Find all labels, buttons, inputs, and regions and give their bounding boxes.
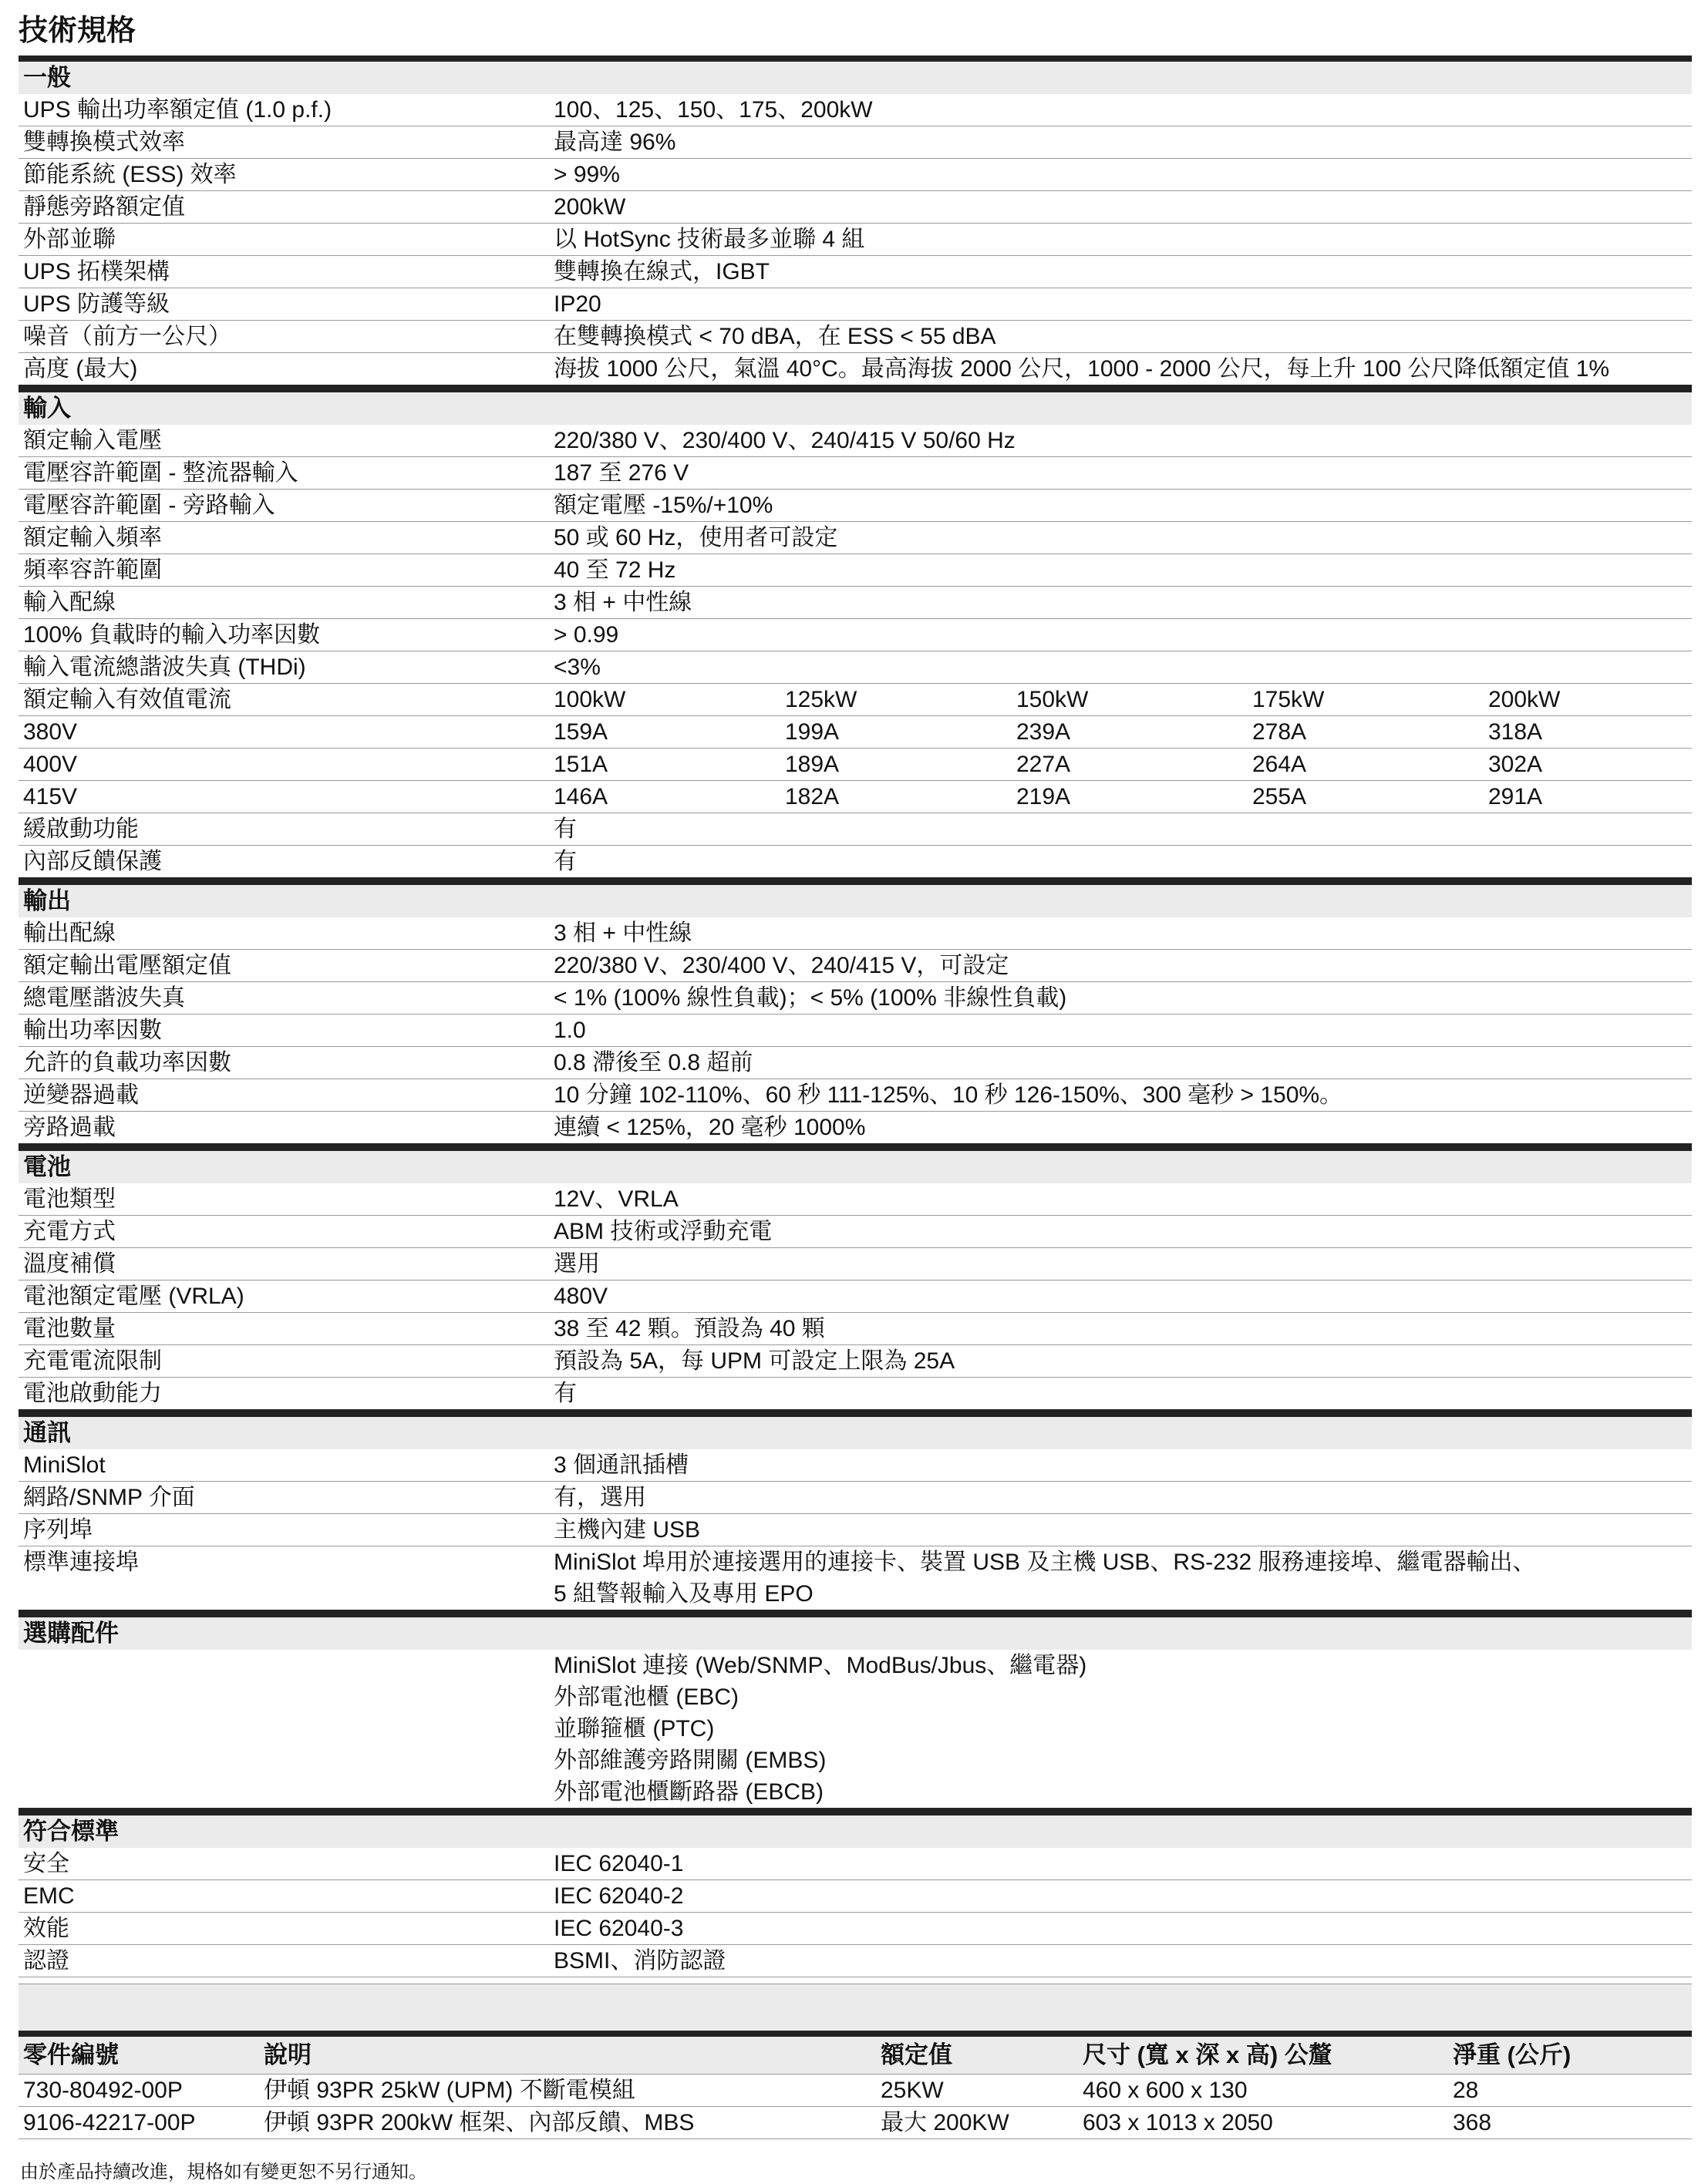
spec-label: 靜態旁路額定值 [23, 194, 185, 220]
spec-row [19, 1514, 1692, 1546]
spec-label: 充電方式 [23, 1219, 116, 1244]
spec-value: 主機內建 USB [554, 1517, 701, 1543]
spec-value: IEC 62040-1 [554, 1851, 684, 1876]
spec-value: 187 至 276 V [554, 460, 689, 486]
spec-label: 內部反饋保護 [23, 849, 162, 874]
current-cell: 278A [1252, 719, 1307, 745]
parts-cell: 伊頓 93PR 25kW (UPM) 不斷電模組 [264, 2078, 635, 2103]
spec-value: 480V [554, 1284, 608, 1309]
parts-header-cell: 額定值 [881, 2041, 952, 2068]
spec-value: 額定電壓 -15%/+10% [554, 493, 773, 518]
current-cell: 200kW [1488, 687, 1561, 712]
spec-value: ABM 技術或浮動充電 [554, 1219, 773, 1244]
current-cell: 199A [785, 719, 840, 745]
spec-label: 100% 負載時的輸入功率因數 [23, 622, 321, 648]
spec-label: 高度 (最大) [23, 356, 138, 382]
spec-value: 海拔 1000 公尺，氣溫 40°C。最高海拔 2000 公尺，1000 - 2000 公尺，每上升 100 公尺降低額定值 1% [554, 356, 1610, 382]
spec-row [19, 288, 1692, 321]
section-output [19, 879, 1692, 1145]
option-item: 外部維護旁路開關 (EMBS) [554, 1748, 827, 1773]
parts-header-cell: 淨重 (公斤) [1453, 2041, 1572, 2068]
spec-label: 序列埠 [23, 1517, 93, 1543]
spec-value: IEC 62040-2 [554, 1883, 684, 1909]
spec-label: 電池額定電壓 (VRLA) [23, 1284, 244, 1309]
spec-row [19, 522, 1692, 554]
spec-row [19, 917, 1692, 950]
spec-row [19, 1378, 1692, 1411]
spec-value: 最高達 96% [554, 130, 676, 155]
option-item: 並聯箍櫃 (PTC) [554, 1716, 715, 1741]
spec-label: 頻率容許範圍 [23, 557, 162, 583]
spec-value: IEC 62040-3 [554, 1916, 684, 1941]
current-row [19, 684, 1692, 716]
spec-label: 節能系統 (ESS) 效率 [23, 162, 237, 187]
section-header: 通訊 [19, 1411, 1692, 1449]
spec-value: BSMI、消防認證 [554, 1948, 726, 1974]
spec-value: 3 相 + 中性線 [554, 590, 692, 615]
spec-label: UPS 輸出功率額定值 (1.0 p.f.) [23, 97, 332, 123]
spec-row [19, 191, 1692, 224]
spec-row [19, 1313, 1692, 1345]
parts-cell: 最大 200KW [881, 2110, 1009, 2135]
current-cell: 255A [1252, 784, 1307, 809]
current-cell: 182A [785, 784, 840, 809]
section-input [19, 386, 1692, 879]
spec-row [19, 1280, 1692, 1313]
spec-row [19, 256, 1692, 288]
spec-label: UPS 防護等級 [23, 291, 170, 317]
spec-value: 以 HotSync 技術最多並聯 4 組 [554, 227, 865, 252]
spec-value: 12V、VRLA [554, 1186, 679, 1212]
current-cell: 219A [1016, 784, 1071, 809]
spec-label: 溫度補償 [23, 1251, 116, 1277]
parts-cell: 368 [1453, 2110, 1492, 2135]
spec-page [19, 0, 1692, 2183]
spec-row [19, 1216, 1692, 1248]
spec-label: 外部並聯 [23, 227, 116, 252]
spec-label: 輸出功率因數 [23, 1018, 162, 1043]
spec-value: 有，選用 [554, 1485, 646, 1510]
spec-row [19, 587, 1692, 619]
spec-label: EMC [23, 1883, 75, 1909]
current-cell: 175kW [1252, 687, 1325, 712]
section-general [19, 56, 1692, 386]
spec-row [19, 554, 1692, 587]
spec-value: > 0.99 [554, 622, 619, 648]
current-row [19, 716, 1692, 749]
current-values [554, 749, 1708, 780]
current-row [19, 749, 1692, 781]
current-cell: 239A [1016, 719, 1071, 745]
spec-value: 有 [554, 816, 577, 842]
spec-row [19, 1248, 1692, 1280]
spec-row [19, 1482, 1692, 1514]
spec-value: 有 [554, 1381, 577, 1406]
spec-label: 認證 [23, 1948, 69, 1974]
spec-row [19, 457, 1692, 490]
page-title: 技術規格 [19, 15, 136, 47]
current-cell: 146A [554, 784, 608, 809]
spec-row [19, 1913, 1692, 1945]
spec-row [19, 1047, 1692, 1079]
section-header: 輸入 [19, 386, 1692, 425]
spec-label: 電壓容許範圍 - 旁路輸入 [23, 493, 275, 518]
spec-row [19, 619, 1692, 651]
current-values [554, 716, 1708, 748]
spec-value: 3 個通訊插槽 [554, 1452, 689, 1478]
current-cell: 302A [1488, 752, 1543, 777]
parts-header-cell: 零件編號 [23, 2041, 119, 2068]
spec-row [19, 1848, 1692, 1880]
section-header: 選購配件 [19, 1611, 1692, 1650]
spec-value: IP20 [554, 291, 601, 317]
spec-value: < 1% (100% 線性負載)；< 5% (100% 非線性負載) [554, 985, 1067, 1011]
parts-cell: 603 x 1013 x 2050 [1083, 2110, 1273, 2135]
spec-row [19, 490, 1692, 522]
spec-value [554, 1546, 1692, 1610]
section-battery [19, 1145, 1692, 1411]
spec-label: 電池啟動能力 [23, 1381, 162, 1406]
current-cell: 189A [785, 752, 840, 777]
spec-label: 電壓容許範圍 - 整流器輸入 [23, 460, 298, 486]
spec-label: 標準連接埠 [23, 1550, 139, 1575]
options-list [554, 1650, 1692, 1808]
spec-row [19, 94, 1692, 126]
spec-row [19, 1880, 1692, 1913]
spec-value-line: 5 組警報輸入及專用 EPO [554, 1581, 814, 1607]
spec-label: 緩啟動功能 [23, 816, 139, 842]
spec-value: <3% [554, 655, 601, 680]
spec-row [19, 224, 1692, 256]
current-cell: 100kW [554, 687, 626, 712]
spec-label: 安全 [23, 1851, 69, 1876]
spec-value: 預設為 5A，每 UPM 可設定上限為 25A [554, 1348, 955, 1374]
spec-label: 額定輸入電壓 [23, 428, 162, 453]
parts-cell: 730-80492-00P [23, 2078, 183, 2103]
spec-label: 額定輸入頻率 [23, 525, 162, 550]
spec-label: 總電壓諧波失真 [23, 985, 185, 1011]
section-header: 輸出 [19, 879, 1692, 917]
spec-label: 380V [23, 719, 78, 745]
spec-label: 電池類型 [23, 1186, 116, 1212]
section-header: 一般 [19, 56, 1692, 94]
current-cell: 125kW [785, 687, 857, 712]
spec-row [19, 425, 1692, 457]
spec-value: 100、125、150、175、200kW [554, 97, 873, 123]
spec-value: 選用 [554, 1251, 600, 1277]
spec-value: 3 相 + 中性線 [554, 920, 692, 946]
spec-label: 輸入配線 [23, 590, 116, 615]
spec-row [19, 1345, 1692, 1378]
parts-cell: 伊頓 93PR 200kW 框架、內部反饋、MBS [264, 2110, 695, 2135]
spec-label: 額定輸入有效值電流 [23, 687, 231, 712]
spec-value: > 99% [554, 162, 620, 187]
current-values [554, 781, 1708, 813]
spec-value: 220/380 V、230/400 V、240/415 V，可設定 [554, 953, 1009, 978]
spec-label: 旁路過載 [23, 1115, 116, 1140]
spec-row [19, 321, 1692, 353]
spec-label: 允許的負載功率因數 [23, 1050, 231, 1075]
spec-value: 40 至 72 Hz [554, 557, 676, 583]
spec-value: 200kW [554, 194, 626, 220]
footnote: 由於產品持續改進，規格如有變更恕不另行通知。 [20, 2162, 427, 2182]
spec-row [19, 159, 1692, 191]
spec-row [19, 1112, 1692, 1145]
spec-row [19, 651, 1692, 684]
spec-label: 輸出配線 [23, 920, 116, 946]
spec-label: 逆變器過載 [23, 1082, 139, 1108]
current-row [19, 781, 1692, 813]
spec-label: 網路/SNMP 介面 [23, 1485, 195, 1510]
spec-value: 有 [554, 849, 577, 874]
option-item: 外部電池櫃斷路器 (EBCB) [554, 1779, 824, 1805]
spec-value: 連續 < 125%，20 毫秒 1000% [554, 1115, 866, 1140]
spec-row [19, 1546, 1692, 1611]
spec-row [19, 813, 1692, 846]
options-row [19, 1650, 1692, 1809]
current-cell: 291A [1488, 784, 1543, 809]
spec-label: 額定輸出電壓額定值 [23, 953, 231, 978]
parts-cell: 28 [1453, 2078, 1479, 2103]
spec-value: 0.8 滯後至 0.8 超前 [554, 1050, 753, 1075]
spec-row [19, 950, 1692, 982]
current-cell: 318A [1488, 719, 1543, 745]
parts-header-cell: 說明 [264, 2041, 312, 2068]
spec-row [19, 1183, 1692, 1216]
spec-label: 雙轉換模式效率 [23, 130, 185, 155]
spec-row [19, 1015, 1692, 1047]
spec-value: 10 分鐘 102-110%、60 秒 111-125%、10 秒 126-150%、300 毫秒 > 150%。 [554, 1082, 1343, 1108]
spec-value: 1.0 [554, 1018, 586, 1043]
spec-value: 38 至 42 顆。預設為 40 顆 [554, 1316, 825, 1341]
current-cell: 264A [1252, 752, 1307, 777]
spec-label: MiniSlot [23, 1452, 106, 1478]
spec-row [19, 353, 1692, 386]
spec-label: 電池數量 [23, 1316, 116, 1341]
spec-row [19, 1079, 1692, 1112]
parts-row [19, 2107, 1692, 2139]
spec-label: 400V [23, 752, 78, 777]
spec-row [19, 846, 1692, 879]
spec-row [19, 126, 1692, 159]
spec-value: 在雙轉換模式 < 70 dBA，在 ESS < 55 dBA [554, 324, 996, 349]
current-values [554, 684, 1708, 715]
spec-value: 220/380 V、230/400 V、240/415 V 50/60 Hz [554, 428, 1016, 453]
parts-cell: 25KW [881, 2078, 944, 2103]
spec-label: 輸入電流總諧波失真 (THDi) [23, 655, 306, 680]
section-standards [19, 1809, 1692, 1977]
spec-label: 效能 [23, 1916, 69, 1941]
spec-label: UPS 拓樸架構 [23, 259, 170, 284]
spec-row [19, 982, 1692, 1015]
spec-value: 50 或 60 Hz，使用者可設定 [554, 525, 838, 550]
spec-label: 噪音（前方一公尺） [23, 324, 231, 349]
spec-row [19, 1449, 1692, 1482]
parts-cell: 460 x 600 x 130 [1083, 2078, 1248, 2103]
spacer-band [19, 1984, 1692, 2031]
parts-row [19, 2075, 1692, 2107]
current-cell: 227A [1016, 752, 1071, 777]
section-header: 電池 [19, 1145, 1692, 1183]
spec-label: 415V [23, 784, 78, 809]
parts-header-cell: 尺寸 (寬 x 深 x 高) 公釐 [1083, 2041, 1332, 2068]
parts-header-row [19, 2037, 1692, 2075]
spec-table [19, 56, 1692, 1977]
option-item: 外部電池櫃 (EBC) [554, 1684, 739, 1710]
spec-label [19, 1650, 554, 1808]
parts-table [19, 2031, 1692, 2139]
current-cell: 159A [554, 719, 608, 745]
parts-cell: 9106-42217-00P [23, 2110, 196, 2135]
section-options [19, 1611, 1692, 1809]
current-cell: 150kW [1016, 687, 1089, 712]
spec-label: 充電電流限制 [23, 1348, 162, 1374]
current-cell: 151A [554, 752, 608, 777]
section-header: 符合標準 [19, 1809, 1692, 1848]
spec-row [19, 1945, 1692, 1977]
spec-value-line: MiniSlot 埠用於連接選用的連接卡、裝置 USB 及主機 USB、RS-232 服務連接埠、繼電器輸出、 [554, 1550, 1536, 1575]
section-comm [19, 1411, 1692, 1611]
spec-value: 雙轉換在線式，IGBT [554, 259, 770, 284]
option-item: MiniSlot 連接 (Web/SNMP、ModBus/Jbus、繼電器) [554, 1653, 1087, 1678]
